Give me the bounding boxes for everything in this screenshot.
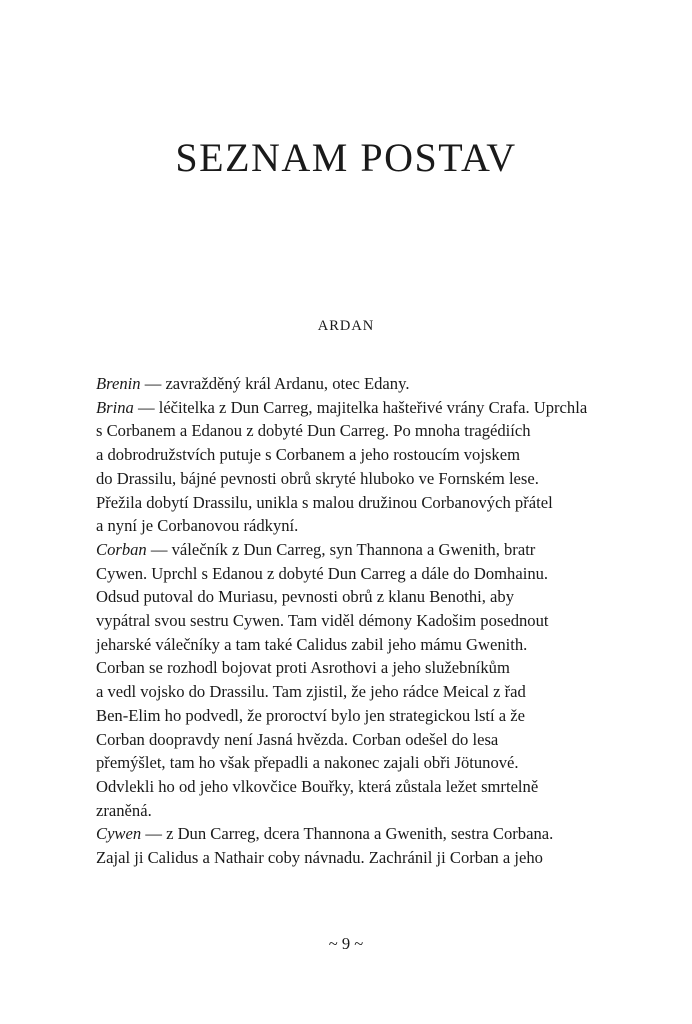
character-name: Brenin <box>96 374 141 393</box>
entry-line: přemýšlet, tam ho však přepadli a nakonec zajali obři Jötunové. <box>96 753 519 773</box>
character-entry-brina <box>96 396 636 538</box>
entry-line: Cywen. Uprchl s Edanou z dobyté Dun Carreg a dále do Domhainu. <box>96 563 549 583</box>
entry-line: Corban doopravdy není Jasná hvězda. Corban odešel do lesa <box>96 729 499 749</box>
entry-line: do Drassilu, bájné pevnosti obrů skryté hluboko ve Fornském lese. <box>96 468 539 488</box>
entry-text: — léčitelka z Dun Carreg, majitelka hašteřivé vrány Crafa. Uprchla <box>133 397 588 417</box>
entry-line: zraněná. <box>96 800 152 820</box>
entry-line: Přežila dobytí Drassilu, unikla s malou družinou Corbanových přátel <box>96 492 553 512</box>
character-entry-brenin <box>96 372 636 396</box>
entry-line: a vedl vojsko do Drassilu. Tam zjistil, že jeho rádce Meical z řad <box>96 682 526 702</box>
character-name: Brina <box>96 397 134 417</box>
entry-line <box>96 372 636 396</box>
page-number: ~ 9 ~ <box>328 934 364 953</box>
entry-text: — válečník z Dun Carreg, syn Thannona a Gwenith, bratr <box>146 539 536 559</box>
entry-text: — zavražděný král Ardanu, otec Edany. <box>140 374 410 393</box>
page-title: SEZNAM POSTAV <box>175 135 517 180</box>
entry-line: s Corbanem a Edanou z dobyté Dun Carreg. Po mnoha tragédiích <box>96 421 531 441</box>
entry-line <box>96 396 636 420</box>
entry-line: a nyní je Corbanovou rádkyní. <box>96 516 299 536</box>
entry-line: vypátral svou sestru Cywen. Tam viděl démony Kadošim posednout <box>96 611 549 631</box>
entry-line <box>96 822 636 846</box>
character-entry-cywen <box>96 822 636 869</box>
character-name: Cywen <box>96 824 142 844</box>
section-heading: ARDAN <box>317 318 375 334</box>
character-entry-corban <box>96 538 636 822</box>
character-list <box>96 372 636 870</box>
character-name: Corban <box>96 539 147 559</box>
entry-line: Zajal ji Calidus a Nathair coby návnadu. Zachránil ji Corban a jeho <box>96 848 543 868</box>
entry-line: Odvlekli ho od jeho vlkovčice Bouřky, která zůstala ležet smrtelně <box>96 776 539 796</box>
entry-line: a dobrodružstvích putuje s Corbanem a jeho rostoucím vojskem <box>96 445 520 465</box>
entry-text: — z Dun Carreg, dcera Thannona a Gwenith, sestra Corbana. <box>141 824 554 844</box>
entry-line <box>96 538 636 562</box>
entry-line: Odsud putoval do Muriasu, pevnosti obrů z klanu Benothi, aby <box>96 587 515 607</box>
entry-line: Ben-Elim ho podvedl, že proroctví bylo jen strategickou lstí a že <box>96 705 526 725</box>
entry-line: jeharské válečníky a tam také Calidus zabil jeho mámu Gwenith. <box>96 634 528 654</box>
entry-line: Corban se rozhodl bojovat proti Asrothovi a jeho služebníkům <box>96 658 510 678</box>
